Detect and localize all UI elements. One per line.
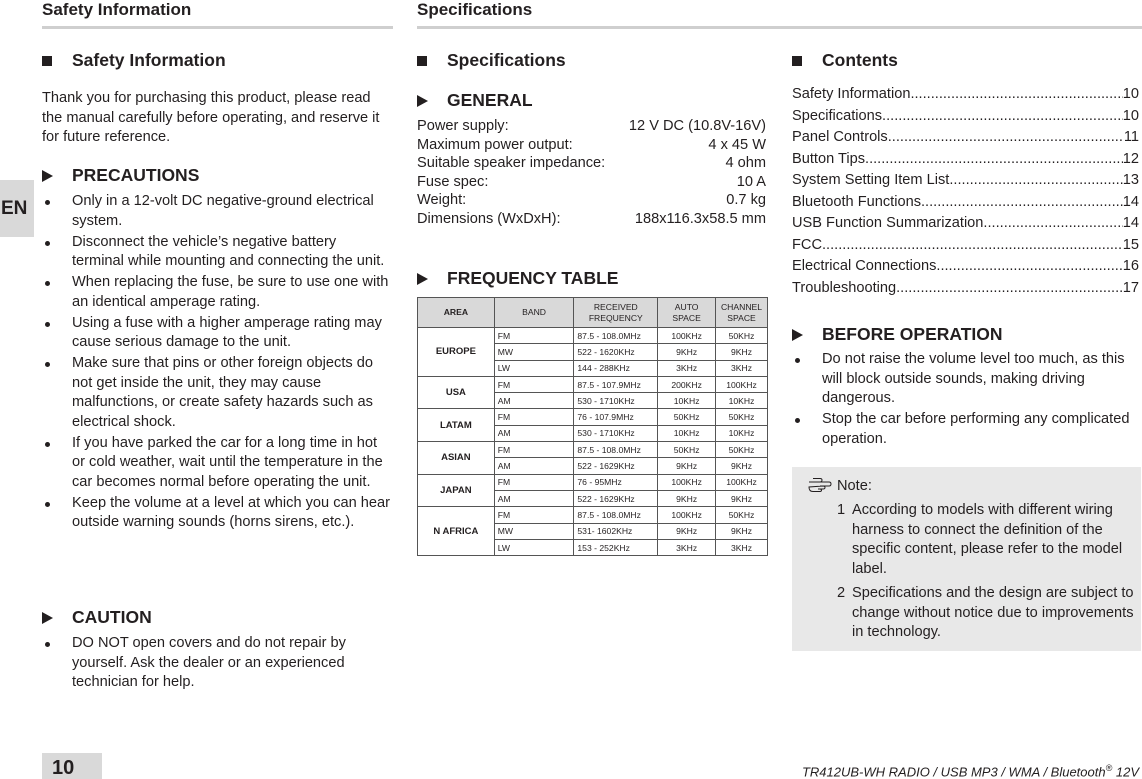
note-number: 2 (837, 585, 846, 601)
frequency-cell: 144 - 288KHz (574, 360, 658, 376)
toc-page-number: 11 (1123, 129, 1139, 145)
spec-label: Fuse spec: (417, 173, 489, 190)
frequency-cell: 522 - 1620KHz (574, 344, 658, 360)
page-header-right: Specifications (417, 0, 533, 19)
spec-label: Maximum power output: (417, 136, 573, 153)
spec-row (417, 191, 766, 210)
toc-label: Panel Controls (792, 129, 888, 145)
band-cell: FM (494, 376, 574, 392)
square-bullet-icon (792, 56, 802, 66)
auto-space-cell: 200KHz (658, 376, 716, 392)
toc-label: Button Tips (792, 150, 866, 167)
toc-entry (792, 278, 1139, 300)
channel-space-cell: 9KHz (716, 344, 768, 360)
general-title: GENERAL (417, 90, 533, 111)
channel-space-cell: 50KHz (716, 442, 768, 458)
list-item: DO NOT open covers and do not repair by yourself. Ask the dealer or an experienced technician for help. (42, 634, 392, 693)
toc-entry (792, 170, 1139, 192)
band-cell: FM (494, 474, 574, 490)
auto-space-cell: 50KHz (658, 442, 716, 458)
table-row (418, 507, 768, 523)
channel-space-cell: 9KHz (716, 490, 768, 506)
band-cell: MW (494, 344, 574, 360)
toc-leader-dots (822, 235, 1123, 257)
toc-entry (792, 256, 1139, 278)
frequency-table-header (418, 298, 768, 328)
triangle-bullet-icon (42, 612, 53, 624)
spec-value: 12 V DC (10.8V-16V) (628, 118, 766, 134)
channel-space-cell: 3KHz (716, 360, 768, 376)
table-row (418, 409, 768, 425)
pointing-hand-icon (808, 476, 832, 497)
auto-space-cell: 10KHz (658, 425, 716, 441)
toc-leader-dots (888, 127, 1124, 149)
toc-leader-dots (983, 213, 1122, 235)
spec-row (417, 117, 766, 136)
band-cell: FM (494, 507, 574, 523)
band-cell: AM (494, 458, 574, 474)
col-header-band: BAND (494, 298, 574, 328)
spec-value: 10 A (736, 173, 766, 190)
before-operation-title: BEFORE OPERATION (792, 324, 1003, 345)
band-cell: MW (494, 523, 574, 539)
toc-leader-dots (949, 170, 1122, 192)
frequency-table (417, 297, 768, 556)
channel-space-cell: 50KHz (716, 409, 768, 425)
note-item (837, 584, 1137, 643)
list-item: Make sure that pins or other foreign objects do not get inside the unit, they may cause malfunctions, or create safety hazards such as electrical shock. (42, 354, 392, 432)
band-cell: AM (494, 393, 574, 409)
list-item: Keep the volume at a level at which you can hear outside warning sounds (horns sirens, etc.). (42, 494, 392, 533)
toc-entry (792, 149, 1139, 171)
frequency-cell: 522 - 1629KHz (574, 458, 658, 474)
area-cell: EUROPE (418, 328, 495, 377)
toc-page-number: 13 (1122, 172, 1139, 188)
table-row (418, 474, 768, 490)
spec-label: Suitable speaker impedance: (417, 155, 606, 172)
header-rule-right (417, 26, 1142, 29)
toc-leader-dots (921, 192, 1123, 214)
triangle-bullet-icon (792, 329, 803, 341)
toc-leader-dots (936, 256, 1122, 278)
toc-entry (792, 84, 1139, 106)
band-cell: AM (494, 490, 574, 506)
band-cell: FM (494, 328, 574, 344)
list-item: Using a fuse with a higher amperage rating may cause serious damage to the unit. (42, 314, 392, 353)
general-spec-list (417, 117, 766, 229)
toc-page-number: 10 (1122, 86, 1139, 102)
list-item: Do not raise the volume level too much, as this will block outside sounds, making driving dangerous. (792, 350, 1137, 409)
note-list (837, 501, 1137, 648)
note-item (837, 501, 1137, 579)
safety-section-title: Safety Information (42, 50, 226, 71)
triangle-bullet-icon (417, 273, 428, 285)
frequency-cell: 87.5 - 108.0MHz (574, 442, 658, 458)
col-header-received-frequency: RECEIVED FREQUENCY (574, 298, 658, 328)
table-row (418, 442, 768, 458)
list-item: If you have parked the car for a long time in hot or cold weather, wait until the temperature in the car becomes normal before operating the unit. (42, 434, 392, 493)
toc-leader-dots (882, 106, 1123, 128)
auto-space-cell: 10KHz (658, 393, 716, 409)
note-number: 1 (837, 502, 846, 518)
frequency-cell: 531- 1602KHz (574, 523, 658, 539)
page-number: 10 (42, 753, 102, 779)
auto-space-cell: 100KHz (658, 328, 716, 344)
spec-row (417, 210, 766, 229)
table-of-contents (792, 84, 1139, 299)
contents-section-title: Contents (792, 50, 898, 71)
toc-label: Troubleshooting (792, 279, 897, 296)
toc-label: Bluetooth Functions (792, 193, 921, 210)
list-item: Disconnect the vehicle’s negative battery terminal while mounting and connecting the unit. (42, 233, 392, 272)
frequency-cell: 87.5 - 107.9MHz (574, 376, 658, 392)
toc-page-number: 16 (1122, 258, 1139, 274)
footer-model-text: TR412UB-WH RADIO / USB MP3 / WMA / Bluetooth® 12V (801, 763, 1139, 779)
note-box (792, 467, 1141, 651)
toc-page-number: 17 (1122, 279, 1139, 296)
precautions-list (42, 192, 392, 534)
list-item: Only in a 12-volt DC negative-ground electrical system. (42, 192, 392, 231)
frequency-cell: 530 - 1710KHz (574, 393, 658, 409)
channel-space-cell: 9KHz (716, 523, 768, 539)
square-bullet-icon (417, 56, 427, 66)
caution-list (42, 634, 392, 694)
frequency-cell: 87.5 - 108.0MHz (574, 507, 658, 523)
toc-page-number: 15 (1122, 236, 1139, 253)
frequency-cell: 87.5 - 108.0MHz (574, 328, 658, 344)
auto-space-cell: 3KHz (658, 539, 716, 555)
spec-value: 4 ohm (725, 155, 766, 172)
spec-row (417, 154, 766, 173)
spec-value: 4 x 45 W (708, 136, 766, 153)
spec-label: Weight: (417, 192, 467, 209)
frequency-cell: 530 - 1710KHz (574, 425, 658, 441)
auto-space-cell: 9KHz (658, 490, 716, 506)
col-header-channel-space: CHANNEL SPACE (716, 298, 768, 328)
list-item: When replacing the fuse, be sure to use one with an identical amperage rating. (42, 273, 392, 312)
toc-label: USB Function Summarization (792, 215, 984, 231)
auto-space-cell: 3KHz (658, 360, 716, 376)
frequency-table-title: FREQUENCY TABLE (417, 268, 618, 289)
toc-page-number: 12 (1122, 150, 1139, 167)
band-cell: LW (494, 360, 574, 376)
toc-page-number: 10 (1122, 107, 1139, 124)
precautions-title: PRECAUTIONS (42, 165, 199, 186)
frequency-cell: 153 - 252KHz (574, 539, 658, 555)
toc-label: FCC (792, 236, 822, 253)
toc-entry (792, 192, 1139, 214)
triangle-bullet-icon (42, 170, 53, 182)
spec-label: Power supply: (417, 118, 509, 134)
auto-space-cell: 100KHz (658, 474, 716, 490)
safety-intro: Thank you for purchasing this product, please read the manual carefully before operating, and reserve it for future reference. (42, 90, 380, 145)
frequency-cell: 522 - 1629KHz (574, 490, 658, 506)
frequency-cell: 76 - 107.9MHz (574, 409, 658, 425)
area-cell: ASIAN (418, 442, 495, 475)
area-cell: JAPAN (418, 474, 495, 507)
toc-entry (792, 213, 1139, 235)
band-cell: FM (494, 442, 574, 458)
auto-space-cell: 9KHz (658, 344, 716, 360)
toc-leader-dots (865, 149, 1123, 171)
note-heading: Note: (837, 478, 872, 494)
toc-entry (792, 106, 1139, 128)
page-header-left: Safety Information (42, 0, 192, 19)
band-cell: LW (494, 539, 574, 555)
frequency-cell: 76 - 95MHz (574, 474, 658, 490)
area-cell: LATAM (418, 409, 495, 442)
spec-row (417, 173, 766, 192)
toc-page-number: 14 (1122, 215, 1139, 231)
auto-space-cell: 50KHz (658, 409, 716, 425)
toc-entry (792, 127, 1139, 149)
band-cell: AM (494, 425, 574, 441)
channel-space-cell: 100KHz (716, 474, 768, 490)
before-operation-list (792, 350, 1137, 451)
channel-space-cell: 3KHz (716, 539, 768, 555)
toc-leader-dots (910, 84, 1122, 106)
channel-space-cell: 50KHz (716, 328, 768, 344)
language-tab: EN (0, 180, 34, 237)
auto-space-cell: 100KHz (658, 507, 716, 523)
toc-label: Specifications (792, 107, 883, 124)
channel-space-cell: 10KHz (716, 393, 768, 409)
note-text: Specifications and the design are subject to change without notice due to improvements in technology. (852, 585, 1134, 640)
toc-label: Safety Information (792, 86, 911, 102)
area-cell: USA (418, 376, 495, 409)
channel-space-cell: 50KHz (716, 507, 768, 523)
spec-value: 0.7 kg (726, 192, 766, 209)
auto-space-cell: 9KHz (658, 523, 716, 539)
spec-value: 188x116.3x58.5 mm (634, 210, 766, 227)
band-cell: FM (494, 409, 574, 425)
toc-entry (792, 235, 1139, 257)
table-row (418, 376, 768, 392)
col-header-auto-space: AUTO SPACE (658, 298, 716, 328)
note-text: According to models with different wiring harness to connect the definition of the specific content, please refer to the model label. (852, 502, 1123, 577)
toc-label: System Setting Item List (792, 172, 950, 188)
channel-space-cell: 100KHz (716, 376, 768, 392)
specs-section-title: Specifications (417, 50, 566, 71)
list-item: Stop the car before performing any complicated operation. (792, 410, 1137, 449)
triangle-bullet-icon (417, 95, 428, 107)
spec-row (417, 136, 766, 155)
area-cell: N AFRICA (418, 507, 495, 556)
header-rule-left (42, 26, 393, 29)
toc-page-number: 14 (1122, 193, 1139, 210)
toc-leader-dots (896, 278, 1123, 300)
table-row (418, 328, 768, 344)
square-bullet-icon (42, 56, 52, 66)
channel-space-cell: 9KHz (716, 458, 768, 474)
spec-label: Dimensions (WxDxH): (417, 210, 561, 227)
channel-space-cell: 10KHz (716, 425, 768, 441)
caution-title: CAUTION (42, 607, 152, 628)
col-header-area: AREA (418, 298, 495, 328)
auto-space-cell: 9KHz (658, 458, 716, 474)
toc-label: Electrical Connections (792, 258, 937, 274)
